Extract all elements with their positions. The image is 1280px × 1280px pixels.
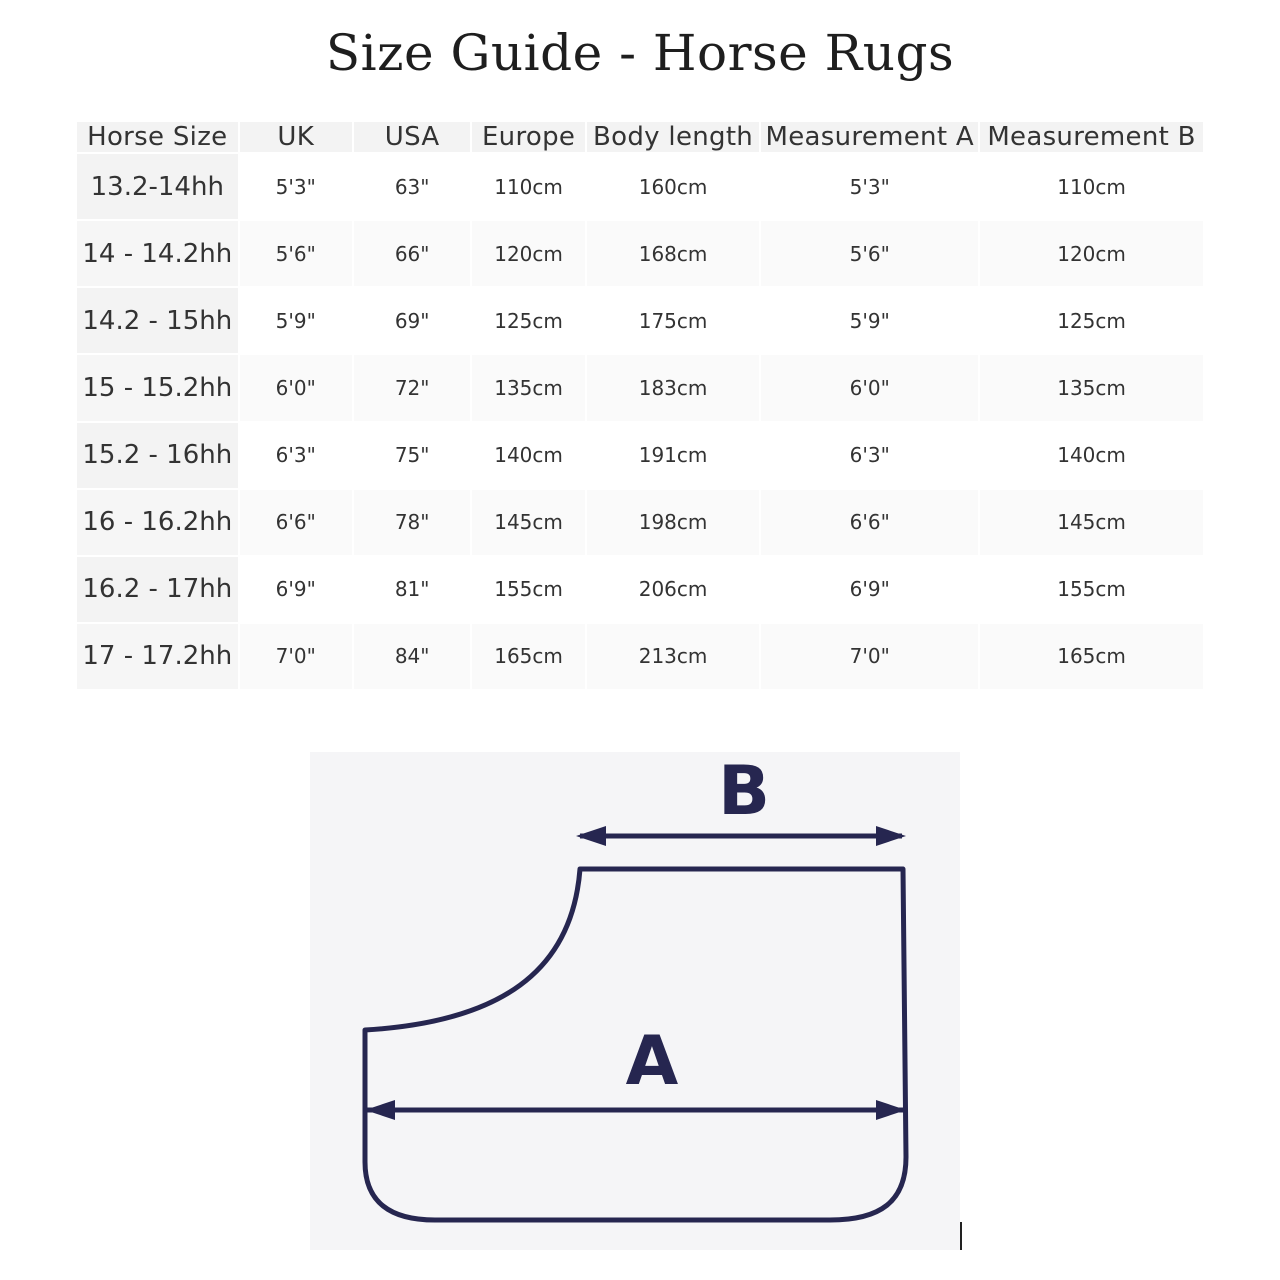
europe-cell: 165cm [472, 624, 584, 689]
size-guide-table [75, 120, 1205, 691]
horse-size-cell: 14.2 - 15hh [77, 288, 238, 353]
europe-cell: 135cm [472, 355, 584, 420]
uk-cell: 5'6" [240, 221, 352, 286]
usa-cell: 81" [354, 557, 470, 622]
uk-cell: 7'0" [240, 624, 352, 689]
usa-cell: 69" [354, 288, 470, 353]
measurement-b-cell: 120cm [980, 221, 1203, 286]
measurement-a-cell: 6'6" [761, 490, 978, 555]
horse-size-cell: 15.2 - 16hh [77, 423, 238, 488]
europe-cell: 125cm [472, 288, 584, 353]
europe-cell: 145cm [472, 490, 584, 555]
measurement-a-cell: 5'6" [761, 221, 978, 286]
header-usa: USA [354, 122, 470, 152]
uk-cell: 6'9" [240, 557, 352, 622]
measurement-a-cell: 6'9" [761, 557, 978, 622]
rug-outline-svg [310, 752, 960, 1250]
table-row [77, 288, 1203, 353]
measurement-a-cell: 7'0" [761, 624, 978, 689]
europe-cell: 155cm [472, 557, 584, 622]
arrowhead-a-right [876, 1100, 906, 1120]
europe-cell: 140cm [472, 423, 584, 488]
text-cursor-mark [960, 1222, 962, 1250]
uk-cell: 5'9" [240, 288, 352, 353]
body-length-cell: 213cm [587, 624, 760, 689]
horse-size-cell: 17 - 17.2hh [77, 624, 238, 689]
usa-cell: 75" [354, 423, 470, 488]
header-body-length: Body length [587, 122, 760, 152]
horse-size-cell: 16 - 16.2hh [77, 490, 238, 555]
arrowhead-b-right [876, 826, 906, 846]
horse-size-cell: 14 - 14.2hh [77, 221, 238, 286]
measurement-b-cell: 135cm [980, 355, 1203, 420]
europe-cell: 110cm [472, 154, 584, 219]
usa-cell: 78" [354, 490, 470, 555]
body-length-cell: 206cm [587, 557, 760, 622]
measurement-a-cell: 5'3" [761, 154, 978, 219]
measurement-b-cell: 140cm [980, 423, 1203, 488]
uk-cell: 5'3" [240, 154, 352, 219]
table-row [77, 423, 1203, 488]
usa-cell: 63" [354, 154, 470, 219]
measurement-a-cell: 6'0" [761, 355, 978, 420]
europe-cell: 120cm [472, 221, 584, 286]
table-row [77, 355, 1203, 420]
measurement-b-cell: 155cm [980, 557, 1203, 622]
measurement-a-cell: 6'3" [761, 423, 978, 488]
body-length-cell: 160cm [587, 154, 760, 219]
label-b: B [718, 752, 770, 831]
header-measurement-b: Measurement B [980, 122, 1203, 152]
table-row [77, 624, 1203, 689]
usa-cell: 66" [354, 221, 470, 286]
header-measurement-a: Measurement A [761, 122, 978, 152]
header-uk: UK [240, 122, 352, 152]
body-length-cell: 183cm [587, 355, 760, 420]
measurement-b-cell: 110cm [980, 154, 1203, 219]
table-row [77, 490, 1203, 555]
arrowhead-a-left [365, 1100, 395, 1120]
measurement-a-cell: 5'9" [761, 288, 978, 353]
body-length-cell: 168cm [587, 221, 760, 286]
table-row [77, 154, 1203, 219]
measurement-b-cell: 145cm [980, 490, 1203, 555]
uk-cell: 6'0" [240, 355, 352, 420]
arrowhead-b-left [576, 826, 606, 846]
usa-cell: 84" [354, 624, 470, 689]
body-length-cell: 198cm [587, 490, 760, 555]
table-row [77, 221, 1203, 286]
measurement-b-cell: 125cm [980, 288, 1203, 353]
table-header-row [77, 122, 1203, 152]
header-horse-size: Horse Size [77, 122, 238, 152]
label-a: A [625, 1022, 679, 1101]
horse-size-cell: 16.2 - 17hh [77, 557, 238, 622]
header-europe: Europe [472, 122, 584, 152]
uk-cell: 6'6" [240, 490, 352, 555]
body-length-cell: 175cm [587, 288, 760, 353]
rug-measurement-diagram [310, 752, 960, 1250]
uk-cell: 6'3" [240, 423, 352, 488]
body-length-cell: 191cm [587, 423, 760, 488]
measurement-b-cell: 165cm [980, 624, 1203, 689]
usa-cell: 72" [354, 355, 470, 420]
horse-size-cell: 15 - 15.2hh [77, 355, 238, 420]
table-row [77, 557, 1203, 622]
horse-size-cell: 13.2-14hh [77, 154, 238, 219]
page-title: Size Guide - Horse Rugs [325, 24, 955, 82]
